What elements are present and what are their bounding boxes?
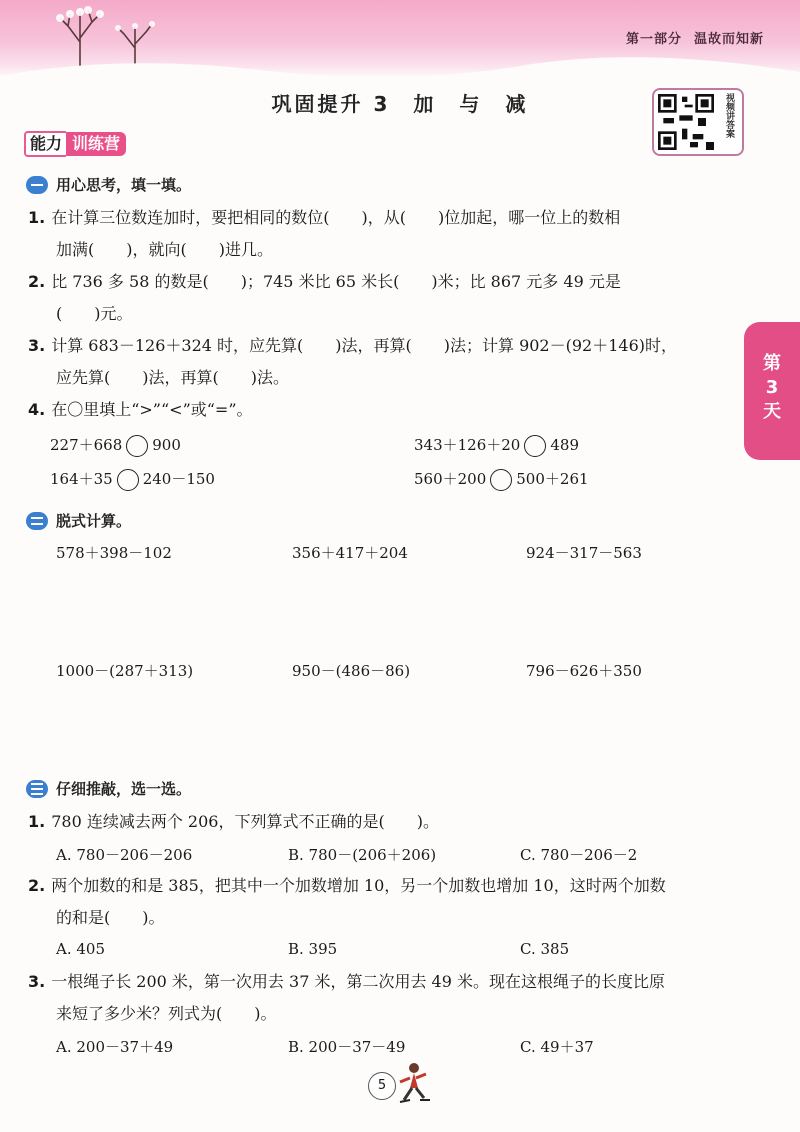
part-label bbox=[614, 28, 764, 47]
section2-title: 脱式计算。 bbox=[56, 512, 132, 530]
s3-q2-line2: 的和是( )。 bbox=[56, 908, 165, 927]
option-c[interactable]: C. 385 bbox=[520, 940, 570, 958]
camp-label-part2: 训练营 bbox=[66, 132, 126, 156]
skater-illustration bbox=[392, 1060, 440, 1108]
option-b[interactable]: B. 780－(206＋206) bbox=[288, 846, 437, 864]
page-header bbox=[0, 0, 800, 78]
s1-q1-line2: 加满( )，就向( )进几。 bbox=[56, 240, 273, 259]
compare-circle[interactable] bbox=[490, 469, 512, 491]
s1-q4-line1: 4. 在〇里填上“>”“<”或“=”。 bbox=[28, 400, 253, 419]
ability-camp-banner bbox=[24, 132, 126, 156]
calc-expression: 356＋417＋204 bbox=[292, 544, 408, 562]
calc-expression: 578＋398－102 bbox=[56, 544, 172, 562]
header-wave-shape bbox=[0, 46, 800, 78]
compare-circle[interactable] bbox=[126, 435, 148, 457]
page-title: 巩固提升 3 加 与 减 bbox=[271, 92, 529, 116]
qr-label: 视频讲答案 bbox=[724, 93, 734, 138]
option-b[interactable]: B. 395 bbox=[288, 940, 338, 958]
s3-q2-line1: 2. 两个加数的和是 385，把其中一个加数增加 10，另一个加数也增加 10，这时两个加数 bbox=[28, 876, 666, 895]
s1-q1-line1: 1. 在计算三位数连加时，要把相同的数位( )，从( )位加起，哪一位上的数相 bbox=[28, 208, 621, 227]
s1-q2-line1: 2. 比 736 多 58 的数是( )；745 米比 65 米长( )米；比 867 元多 49 元是 bbox=[28, 272, 621, 291]
option-b[interactable]: B. 200－37－49 bbox=[288, 1038, 406, 1056]
page-number: 5 bbox=[368, 1072, 396, 1100]
qr-code-box[interactable] bbox=[652, 88, 744, 156]
s1-q3-line2: 应先算( )法，再算( )法。 bbox=[56, 368, 289, 387]
calc-expression: 950－(486－86) bbox=[292, 662, 411, 680]
section2-badge-icon bbox=[26, 512, 48, 530]
s1-q3-line1: 3. 计算 683－126＋324 时，应先算( )法，再算( )法；计算 902－(92＋146)时， bbox=[28, 336, 677, 355]
s3-q3-line1: 3. 一根绳子长 200 米，第一次用去 37 米，第二次用去 49 米。现在这根绳子的长度比原 bbox=[28, 972, 665, 991]
camp-label-part1: 能力 bbox=[24, 131, 66, 157]
compare-circle[interactable] bbox=[524, 435, 546, 457]
section1-badge-icon bbox=[26, 176, 48, 194]
option-c[interactable]: C. 780－206－2 bbox=[520, 846, 638, 864]
qr-code-icon bbox=[658, 94, 714, 150]
compare-item: 343＋126＋20 489 bbox=[414, 434, 579, 457]
day-label: 第3天 bbox=[763, 353, 781, 422]
s1-q2-line2: ( )元。 bbox=[56, 304, 133, 323]
s3-q3-line2: 来短了多少米？列式为( )。 bbox=[56, 1004, 277, 1023]
compare-item: 227＋668 900 bbox=[50, 434, 181, 457]
calc-expression: 1000－(287＋313) bbox=[56, 662, 194, 680]
section3-title: 仔细推敲，选一选。 bbox=[56, 780, 192, 798]
section2-heading bbox=[26, 510, 131, 531]
option-a[interactable]: A. 780－206－206 bbox=[56, 846, 193, 864]
option-a[interactable]: A. 405 bbox=[56, 940, 105, 958]
section3-heading bbox=[26, 778, 191, 799]
compare-item: 164＋35 240－150 bbox=[50, 468, 215, 491]
option-c[interactable]: C. 49＋37 bbox=[520, 1038, 594, 1056]
option-a[interactable]: A. 200－37＋49 bbox=[56, 1038, 174, 1056]
compare-item: 560＋200 500＋261 bbox=[414, 468, 589, 491]
section1-title: 用心思考，填一填。 bbox=[56, 176, 192, 194]
section3-badge-icon bbox=[26, 780, 48, 798]
day-side-tab bbox=[744, 322, 800, 460]
section1-heading bbox=[26, 174, 191, 195]
s3-q1-line1: 1. 780 连续减去两个 206，下列算式不正确的是( )。 bbox=[28, 812, 439, 831]
calc-expression: 924－317－563 bbox=[526, 544, 642, 562]
calc-expression: 796－626＋350 bbox=[526, 662, 642, 680]
part-number: 第一部分 bbox=[625, 32, 682, 47]
part-subtitle: 温故而知新 bbox=[693, 32, 764, 47]
compare-circle[interactable] bbox=[117, 469, 139, 491]
